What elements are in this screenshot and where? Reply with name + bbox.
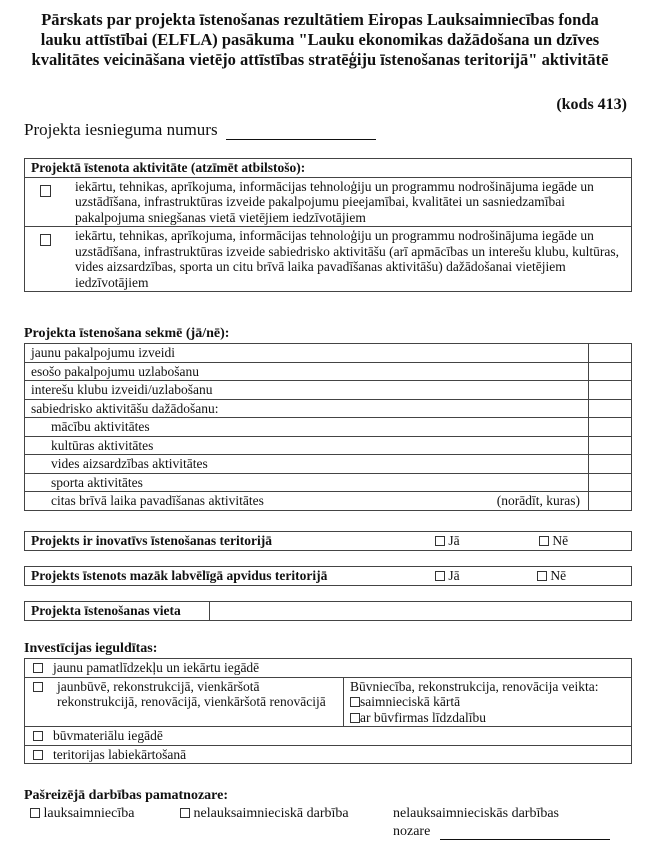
form-code: (kods 413) (556, 96, 627, 113)
construction-cell (344, 677, 632, 727)
investment-item-4-label: teritorijas labiekārtošanā (53, 746, 187, 762)
industry-option-1-label: lauksaimniecība (43, 806, 135, 821)
location-table (24, 601, 632, 621)
activity-table (24, 158, 632, 292)
result-row: sabiedrisko aktivitāšu dažādošanu: (25, 399, 589, 418)
result-row: jaunu pakalpojumu izveidi (25, 344, 589, 363)
checkbox-icon (539, 536, 549, 546)
less-favoured-row (25, 567, 632, 586)
innovative-table (24, 531, 632, 551)
investments-header: Investīcijas ieguldītas: (24, 641, 158, 656)
industry-option-2-label: nelauksaimnieciskā darbība (193, 806, 349, 821)
industry-option-3-line1: nelauksaimnieciskās darbības (393, 806, 560, 821)
checkbox-icon (537, 571, 547, 581)
result-answer-cell[interactable] (589, 399, 632, 418)
innovative-yes-label: Jā (448, 533, 460, 548)
investment-item-1-label: jaunu pamatlīdzekļu un iekārtu iegādē (53, 660, 260, 675)
innovative-no-label: Nē (552, 533, 569, 548)
document-title: Pārskats par projekta īstenošanas rezultātiem Eiropas Lauksaimniecības fonda lauku attīstībai (ELFLA) pasākuma "Lauku ekonomikas dažādošana un dzīves kvalitātes veicināšana vietējo attīstības stratēģiju īstenošanas teritorijā" aktivitātē (31, 10, 609, 69)
activity-header: Projektā īstenota aktivitāte (atzīmēt atbilstošo): (25, 159, 632, 178)
checkbox-icon (30, 808, 40, 818)
investment-item-3-label: būvmateriālu iegādē (53, 728, 163, 743)
results-header: Projekta īstenošana sekmē (jā/nē): (24, 326, 230, 341)
industry-option-3-line2 (393, 824, 610, 840)
investment-item-4[interactable] (25, 745, 632, 764)
result-row: interešu klubu izveidi/uzlabošanu (25, 381, 589, 400)
result-answer-cell[interactable] (589, 473, 632, 492)
results-table (24, 343, 632, 511)
investment-item-1[interactable] (25, 659, 632, 678)
result-answer-cell[interactable] (589, 344, 632, 363)
construction-option-2-label: ar būvfirmas līdzdalību (360, 709, 486, 725)
specify-note: (norādīt, kuras) (496, 493, 580, 508)
checkbox-icon (350, 713, 360, 723)
investment-item-3[interactable] (25, 727, 632, 746)
location-label: Projekta īstenošanas vieta (25, 602, 210, 621)
activity-option-2-checkbox[interactable] (40, 234, 51, 246)
investment-item-2-label: jaunbūvē, rekonstrukcijā, vienkāršotā rekonstrukcijā, renovācijā, vienkāršotā renovācijā (57, 678, 326, 709)
industry-option-1[interactable] (30, 806, 134, 822)
innovative-label: Projekts ir inovatīvs īstenošanas teritorijā (31, 533, 272, 548)
checkbox-icon (180, 808, 190, 818)
checkbox-icon (350, 697, 360, 707)
less-favoured-yes-label: Jā (448, 568, 460, 583)
result-row: esošo pakalpojumu uzlabošanu (25, 362, 589, 381)
result-answer-cell[interactable] (589, 381, 632, 400)
activity-option-2: iekārtu, tehnikas, aprīkojuma, informācijas tehnoloģiju un programmu nodrošinājuma iegāde un uzstādīšana, infrastruktūras izveide sabiedrisko aktivitāšu (arī apmācības un interešu klubu, kultūras, vides aizsardzības, sporta un citu brīvā laika pavadīšanas aktivitāšu) dažādošanai vietējiem iedzīvotājiem (65, 227, 632, 292)
innovative-yes-option[interactable] (435, 533, 460, 549)
application-number-label: Projekta iesnieguma numurs (24, 120, 218, 139)
result-answer-cell[interactable] (589, 362, 632, 381)
construction-option-2[interactable] (350, 710, 625, 726)
investments-table (24, 658, 632, 764)
checkbox-icon (435, 571, 445, 581)
result-subrow-other-label: citas brīvā laika pavadīšanas aktivitātes (51, 493, 264, 508)
result-subrow: sporta aktivitātes (25, 473, 589, 492)
result-answer-cell[interactable] (589, 455, 632, 474)
location-field[interactable] (210, 602, 632, 621)
result-subrow: mācību aktivitātes (25, 418, 589, 437)
investment-item-2[interactable] (25, 677, 344, 727)
innovative-no-option[interactable] (539, 533, 568, 549)
result-answer-cell[interactable] (589, 418, 632, 437)
industry-option-2[interactable] (180, 806, 349, 822)
construction-option-1[interactable] (350, 694, 625, 710)
industry-header: Pašreizējā darbības pamatnozare: (24, 788, 229, 803)
checkbox-icon (33, 682, 43, 692)
construction-header: Būvniecība, rekonstrukcija, renovācija veikta: (350, 678, 599, 694)
innovative-row (25, 532, 632, 551)
activity-option-1: iekārtu, tehnikas, aprīkojuma, informācijas tehnoloģiju un programmu nodrošinājuma iegāde un uzstādīšana, infrastruktūras izveide pakalpojumu pieejamībai, kvalitātei un sasniedzamībai pakalpojuma sniegšanas vietā vietējiem iedzīvotājiem (65, 177, 632, 227)
checkbox-icon (33, 663, 43, 673)
application-number-field[interactable] (226, 122, 376, 140)
result-answer-cell[interactable] (589, 436, 632, 455)
less-favoured-yes-option[interactable] (435, 568, 460, 584)
construction-option-1-label: saimnieciskā kārtā (360, 694, 461, 709)
result-subrow: kultūras aktivitātes (25, 436, 589, 455)
checkbox-icon (33, 731, 43, 741)
less-favoured-no-option[interactable] (537, 568, 566, 584)
result-subrow-other (25, 492, 589, 511)
result-answer-cell[interactable] (589, 492, 632, 511)
application-number-row (24, 120, 376, 140)
checkbox-icon (33, 750, 43, 760)
industry-field[interactable] (440, 825, 610, 840)
activity-option-1-checkbox[interactable] (40, 185, 51, 197)
checkbox-icon (435, 536, 445, 546)
industry-option-3-label: nozare (393, 824, 431, 839)
less-favoured-table (24, 566, 632, 586)
less-favoured-no-label: Nē (550, 568, 567, 583)
result-subrow: vides aizsardzības aktivitātes (25, 455, 589, 474)
less-favoured-label: Projekts īstenots mazāk labvēlīgā apvidus teritorijā (31, 568, 328, 583)
